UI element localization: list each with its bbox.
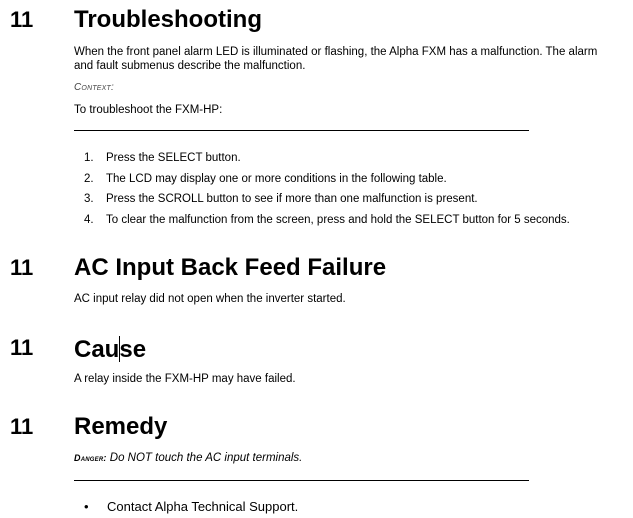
- step-number: 4.: [84, 214, 94, 226]
- step-text: Press the SELECT button.: [106, 152, 241, 164]
- section-number-back-feed: 11: [10, 255, 34, 280]
- heading-cause[interactable]: [74, 336, 146, 362]
- divider-rule: [74, 130, 529, 131]
- heading-ac-input-back-feed-failure: AC Input Back Feed Failure: [74, 254, 387, 281]
- step-number: 2.: [84, 173, 94, 185]
- heading-cause-part2: se: [119, 336, 147, 363]
- context-label: Context:: [74, 82, 114, 93]
- section-number-troubleshooting: 11: [10, 7, 34, 32]
- step-text: To clear the malfunction from the screen, press and hold the SELECT button for 5 seconds.: [106, 214, 570, 226]
- bullet-item: [84, 499, 298, 515]
- step-number: 1.: [84, 152, 94, 164]
- heading-cause-part1: Cau: [74, 336, 120, 363]
- step-text: The LCD may display one or more conditions in the following table.: [106, 173, 447, 185]
- section-number-remedy: 11: [10, 414, 34, 439]
- danger-text: Do NOT touch the AC input terminals.: [109, 452, 303, 464]
- context-text: To troubleshoot the FXM-HP:: [74, 104, 223, 116]
- divider-rule-remedy: [74, 480, 529, 481]
- bullet-text: Contact Alpha Technical Support.: [107, 499, 299, 514]
- step-text: Press the SCROLL button to see if more than one malfunction is present.: [106, 193, 478, 205]
- intro-line-1: When the front panel alarm LED is illuminated or flashing, the Alpha FXM has a malfunction. The alarm: [74, 46, 598, 58]
- cause-description: A relay inside the FXM-HP may have failed.: [74, 373, 296, 385]
- back-feed-description: AC input relay did not open when the inverter started.: [74, 293, 346, 305]
- danger-notice: [74, 451, 302, 465]
- step-item: [84, 151, 241, 165]
- step-item: [84, 192, 478, 206]
- heading-remedy: Remedy: [74, 413, 168, 440]
- danger-label: Danger:: [74, 453, 107, 463]
- step-item: [84, 213, 570, 227]
- intro-line-2: and fault submenus describe the malfunction.: [74, 60, 306, 72]
- section-number-cause: 11: [10, 335, 34, 360]
- step-item: [84, 172, 447, 186]
- bullet-symbol: •: [84, 499, 89, 514]
- heading-troubleshooting: Troubleshooting: [74, 6, 262, 33]
- step-number: 3.: [84, 193, 94, 205]
- intro-paragraph: [74, 45, 597, 73]
